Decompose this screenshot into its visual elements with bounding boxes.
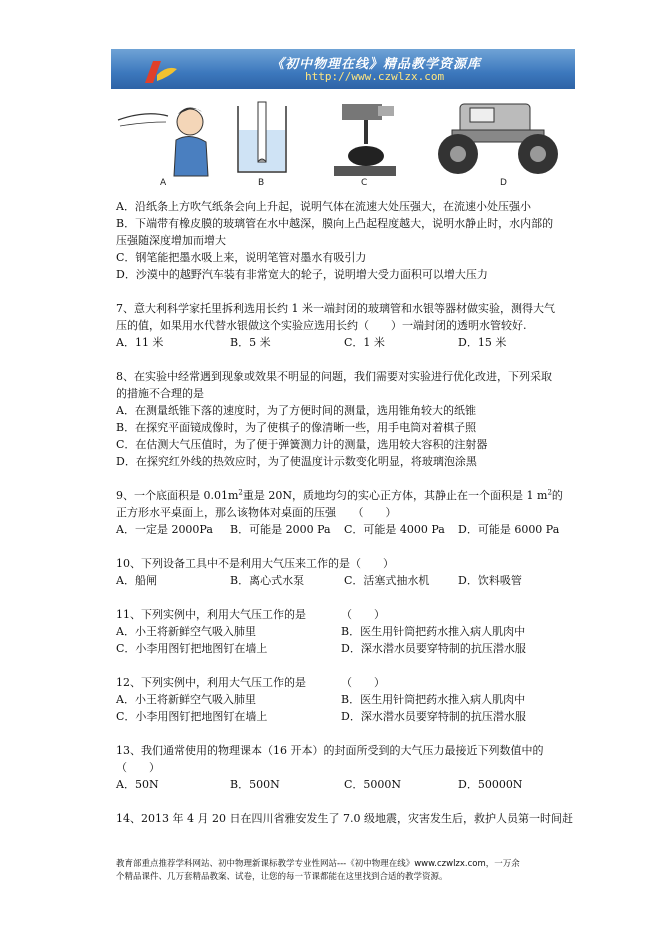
q13-option-c: C．5000N <box>344 778 402 791</box>
q13-option-b: B．500N <box>230 778 280 791</box>
figure-label-b: B <box>258 178 265 188</box>
q11-option-b: B．医生用针筒把药水推入病人肌肉中 <box>341 625 526 638</box>
q12-option-d: D．深水潜水员要穿特制的抗压潜水服 <box>341 710 526 723</box>
q11-stem: 11、下列实例中，利用大气压工作的是 <box>116 608 306 621</box>
q13-option-a: A．50N <box>116 778 159 791</box>
question-figures <box>116 100 586 190</box>
figure-d-monster-truck <box>434 100 562 178</box>
figure-label-a: A <box>160 178 167 188</box>
question-content <box>116 198 586 827</box>
q10-option-b: B．离心式水泵 <box>230 574 305 587</box>
figure-label-d: D <box>500 178 507 188</box>
q11-stem-row <box>116 606 586 623</box>
banner-title: 《初中物理在线》精品教学资源库 <box>271 57 482 72</box>
q12-stem: 12、下列实例中，利用大气压工作的是 <box>116 676 306 689</box>
q11-answer-paren: （ ） <box>341 608 385 621</box>
q7-option-a: A．11 米 <box>116 336 164 349</box>
q11-option-c: C．小李用图钉把地图钉在墙上 <box>116 642 268 655</box>
q11-option-d: D．深水潜水员要穿特制的抗压潜水服 <box>341 642 526 655</box>
figure-c-pen-ink <box>334 100 396 178</box>
q13-option-d: D．50000N <box>458 778 523 791</box>
q7-stem: 7、意大利科学家托里拆利选用长约 1 米一端封闭的玻璃管和水银等器材做实验，测得大气 <box>116 302 555 315</box>
q10-option-d: D．饮料吸管 <box>458 574 522 587</box>
q9-stem <box>116 487 586 504</box>
q12-answer-paren: （ ） <box>341 676 385 689</box>
q9-option-a: A．一定是 2000Pa <box>116 523 213 536</box>
q10-options <box>116 572 586 589</box>
q9-stem-part2: 重是 20N，质地均匀的实心正方体，其静止在一个面积是 1 m <box>242 489 548 502</box>
q12-option-b: B．医生用针筒把药水推入病人肌肉中 <box>341 693 526 706</box>
page-footer <box>116 858 580 884</box>
q8-stem-cont: 的措施不合理的是 <box>116 387 204 400</box>
q13-stem: 13、我们通常使用的物理课本（16 开本）的封面所受到的大气压力最接近下列数值中的 <box>116 744 544 757</box>
q7-option-b: B．5 米 <box>230 336 271 349</box>
figure-a-blowing-paper <box>116 100 216 178</box>
q12-stem-row <box>116 674 586 691</box>
q11-options-row2 <box>116 640 586 657</box>
q9-options <box>116 521 586 538</box>
q6-option-a: A．沿纸条上方吹气纸条会向上升起，说明气体在流速大处压强大，在流速小处压强小 <box>116 200 531 213</box>
logo-icon <box>139 57 179 87</box>
q14-stem: 14、2013 年 4 月 20 日在四川省雅安发生了 7.0 级地震，灾害发生后，救护人员第一时间赶 <box>116 812 573 825</box>
q6-option-b: B．下端带有橡皮膜的玻璃管在水中越深，膜向上凸起程度越大，说明水静止时，水内部的 <box>116 217 554 230</box>
q10-option-c: C．活塞式抽水机 <box>344 574 430 587</box>
q8-stem: 8、在实验中经常遇到现象或效果不明显的问题，我们需要对实验进行优化改进，下列采取 <box>116 370 552 383</box>
q9-stem-part3: 的 <box>551 489 563 502</box>
q8-option-d: D．在探究红外线的热效应时，为了使温度计示数变化明显，将玻璃泡涂黑 <box>116 455 477 468</box>
q11-options-row1 <box>116 623 586 640</box>
q6-option-d: D．沙漠中的越野汽车装有非常宽大的轮子，说明增大受力面积可以增大压力 <box>116 268 488 281</box>
figure-label-c: C <box>361 178 368 188</box>
q7-options <box>116 334 586 351</box>
q7-stem-cont: 压的值，如果用水代替水银做这个实验应选用长约（ ）一端封闭的透明水管较好. <box>116 319 527 332</box>
q9-option-d: D．可能是 6000 Pa <box>458 523 560 536</box>
q13-options <box>116 776 586 793</box>
q9-option-c: C．可能是 4000 Pa <box>344 523 445 536</box>
q10-stem: 10、下列设备工具中不是利用大气压来工作的是（ ） <box>116 557 394 570</box>
q9-sup-1: 2 <box>238 488 243 497</box>
q12-option-c: C．小李用图钉把地图钉在墙上 <box>116 710 268 723</box>
footer-line-2: 个精品课件、几万套精品教案、试卷，让您的每一节课都能在这里找到合适的教学资源。 <box>116 872 448 882</box>
q6-option-b-cont: 压强随深度增加而增大 <box>116 234 226 247</box>
header-banner <box>111 49 575 89</box>
q12-option-a: A．小王将新鲜空气吸入肺里 <box>116 693 256 706</box>
q8-option-a: A．在测量纸锥下落的速度时，为了方便时间的测量，选用锥角较大的纸锥 <box>116 404 476 417</box>
q10-option-a: A．船闸 <box>116 574 157 587</box>
q12-options-row2 <box>116 708 586 725</box>
q13-stem-cont: （ ） <box>116 761 160 774</box>
q9-stem-part1: 9、一个底面积是 0.01m <box>116 489 239 502</box>
q6-option-c: C．钢笔能把墨水吸上来，说明笔管对墨水有吸引力 <box>116 251 367 264</box>
q9-stem-cont: 正方形水平桌面上，那么该物体对桌面的压强 （ ） <box>116 506 397 519</box>
banner-url: http://www.czwlzx.com <box>305 70 445 83</box>
q8-option-b: B．在探究平面镜成像时，为了使棋子的像清晰一些，用手电筒对着棋子照 <box>116 421 477 434</box>
q8-option-c: C．在估测大气压值时，为了便于弹簧测力计的测量，选用较大容积的注射器 <box>116 438 488 451</box>
q7-option-c: C．1 米 <box>344 336 385 349</box>
q12-options-row1 <box>116 691 586 708</box>
q9-sup-2: 2 <box>547 488 552 497</box>
q7-option-d: D．15 米 <box>458 336 507 349</box>
figure-b-tube-in-water <box>234 100 290 178</box>
footer-line-1: 教育部重点推荐学科网站、初中物理新课标教学专业性网站---《初中物理在线》www.czwlzx.com，一万余 <box>116 859 520 869</box>
q9-option-b: B．可能是 2000 Pa <box>230 523 331 536</box>
q11-option-a: A．小王将新鲜空气吸入肺里 <box>116 625 256 638</box>
